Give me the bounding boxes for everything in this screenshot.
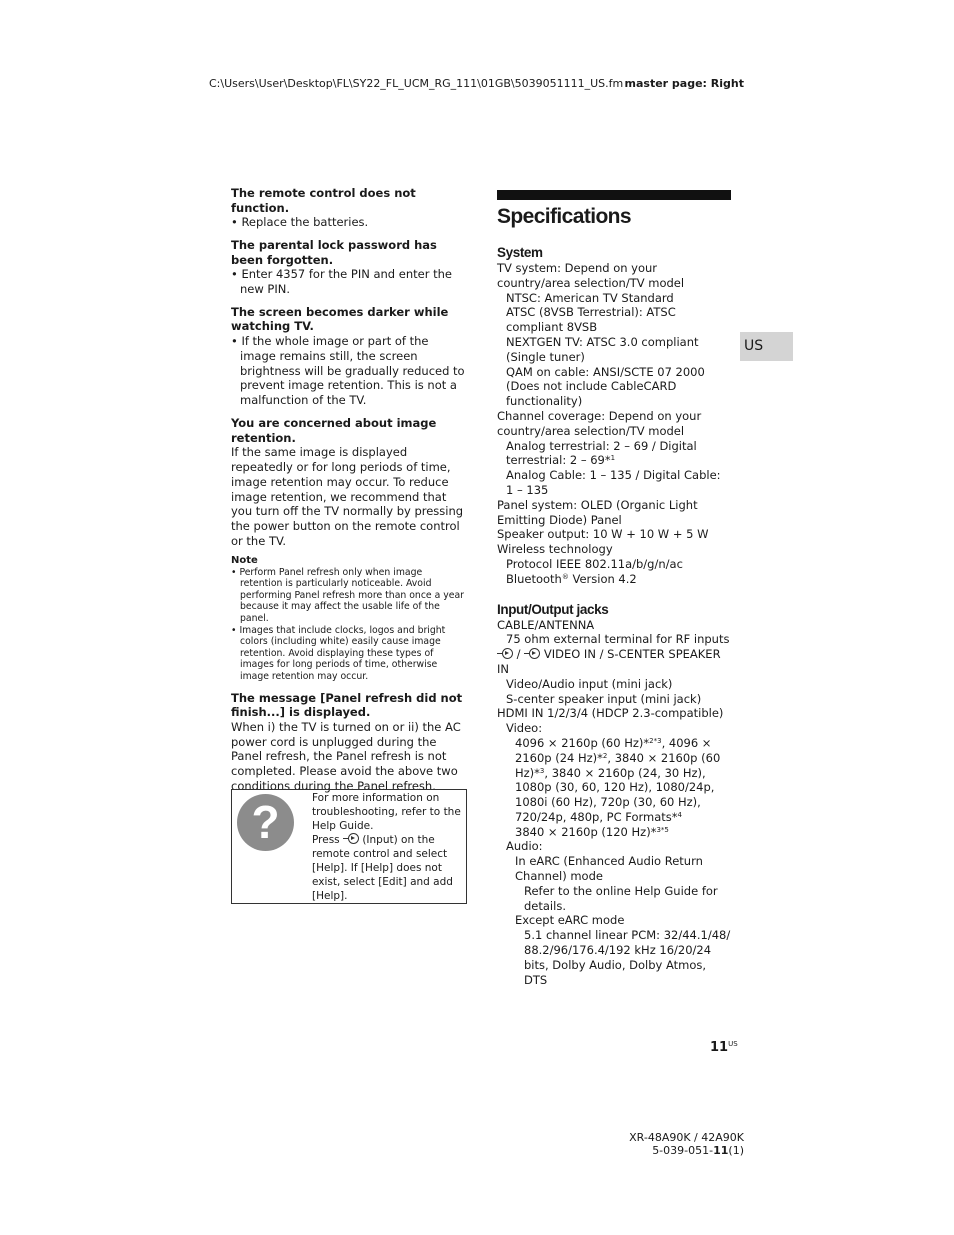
spec-audio-label: Audio: <box>506 839 543 854</box>
spec-ntsc: NTSC: American TV Standard <box>506 290 674 305</box>
document-code: 5-039-051-11(1) <box>652 1144 744 1157</box>
spec-tv-system: TV system: Depend on your country/area selection/TV model <box>497 261 685 290</box>
spec-panel-system: Panel system: OLED (Organic Light Emitting Diode) Panel <box>497 497 698 527</box>
spec-video-formats: 4096 × 2160p (60 Hz)*$^{2*3}$, 4096 × 2160p (24 Hz)*$^2$, 3840 × 2160p (60 Hz)*$^3$, 3840 × 2160p (24, 30 Hz), 1080p (30, 60, 120 Hz), 1080/24p, 1080i (60 Hz), 720p (30, 60 Hz), 720/24p, 480p, PC Formats*$^4$ <box>515 735 721 824</box>
panel-refresh-heading: The message [Panel refresh did not finish...] is displayed. <box>231 690 463 720</box>
spec-atsc: ATSC (8VSB Terrestrial): ATSC compliant 8VSB <box>506 305 676 335</box>
spec-video-120hz: 3840 × 2160p (120 Hz)*$^{3*5}$ <box>515 824 669 839</box>
parental-heading: The parental lock password has been forgotten. <box>231 237 437 267</box>
io-heading: Input/Output jacks <box>497 601 609 617</box>
help-question-icon: ? <box>237 794 294 851</box>
troubleshooting-column <box>231 186 467 794</box>
spec-bluetooth: Bluetooth® Version 4.2 <box>506 571 637 586</box>
parental-bullet: • Enter 4357 for the PIN and enter the new PIN. <box>231 267 452 296</box>
input-icon <box>343 833 359 844</box>
audio-input-icon <box>524 648 540 659</box>
spec-channel-coverage: Channel coverage: Depend on your country/area selection/TV model <box>497 408 702 438</box>
help-press: Press <box>312 834 340 846</box>
specifications-title: Specifications <box>497 205 631 228</box>
note-item: • Perform Panel refresh only when image retention is particularly noticeable. Avoid performing Panel refresh more than once a year because it may affect the usable life of the panel. <box>231 566 465 625</box>
spec-analog-terrestrial: Analog terrestrial: 2 – 69 / Digital terrestrial: 2 – 69*$^1$ <box>506 438 697 468</box>
spec-earc: In eARC (Enhanced Audio Return Channel) mode <box>515 854 703 884</box>
retention-heading: You are concerned about image retention. <box>231 415 437 445</box>
master-page-label: master page: Right <box>624 77 744 90</box>
spec-qam: QAM on cable: ANSI/SCTE 07 2000 (Does not include CableCARD functionality) <box>506 364 705 409</box>
video-input-icon <box>497 648 513 659</box>
note-heading: Note <box>231 554 258 566</box>
spec-video-label: Video: <box>506 721 543 736</box>
panel-refresh-body: When i) the TV is turned on or ii) the AC power cord is unplugged during the Panel refresh, the Panel refresh is not completed. Please avoid the above two conditions during the Panel refresh. <box>231 719 461 794</box>
remote-heading: The remote control does not function. <box>231 186 416 215</box>
spec-hdmi: HDMI IN 1/2/3/4 (HDCP 2.3-compatible) <box>497 706 724 721</box>
file-path: C:\Users\User\Desktop\FL\SY22_FL_UCM_RG_111\01GB\5039051111_US.fm <box>209 77 624 90</box>
spec-except-earc: Except eARC mode <box>515 913 625 928</box>
spec-75-ohm: 75 ohm external terminal for RF inputs <box>506 632 730 647</box>
page-number: $11^{US}$ <box>710 1040 738 1055</box>
darker-heading: The screen becomes darker while watching TV. <box>231 304 449 334</box>
spec-video-in: / VIDEO IN / S-CENTER SPEAKER IN <box>497 647 721 676</box>
spec-nextgen: NEXTGEN TV: ATSC 3.0 compliant (Single tuner) <box>506 334 699 364</box>
spec-wireless: Wireless technology <box>497 542 613 557</box>
help-guide-text <box>312 791 462 903</box>
retention-body: If the same image is displayed repeatedly or for long periods of time, image retention may occur. To reduce image retention, we recommend that you turn off the TV normally by pressing the power button on the remote control or the TV. <box>231 445 464 548</box>
section-bar <box>497 190 731 200</box>
help-text-line1: For more information on troubleshooting, refer to the Help Guide. <box>312 792 461 832</box>
spec-s-center: S-center speaker input (mini jack) <box>506 691 702 706</box>
spec-refer: Refer to the online Help Guide for details. <box>524 883 718 913</box>
help-press-rest: (Input) on the remote control and select [Help]. If [Help] does not exist, select [Edit] and add [Help]. <box>312 834 453 902</box>
spec-speaker-output: Speaker output: 10 W + 10 W + 5 W <box>497 527 709 542</box>
help-text-line2 <box>312 833 462 903</box>
spec-pcm: 5.1 channel linear PCM: 32/44.1/48/ 88.2/96/176.4/192 kHz 16/20/24 bits, Dolby Audio, Dolby Atmos, DTS <box>524 928 731 987</box>
specifications-column <box>497 190 731 987</box>
remote-bullet: • Replace the batteries. <box>231 215 369 230</box>
help-guide-box <box>231 789 467 904</box>
darker-bullet: • If the whole image or part of the image remains still, the screen brightness will be gradually reduced to prevent image retention. This is not a malfunction of the TV. <box>231 333 465 408</box>
model-number: XR-48A90K / 42A90K <box>629 1131 744 1144</box>
system-heading: System <box>497 245 543 260</box>
spec-video-audio: Video/Audio input (mini jack) <box>506 676 673 691</box>
spec-cable-antenna: CABLE/ANTENNA <box>497 617 595 632</box>
spec-analog-cable: Analog Cable: 1 – 135 / Digital Cable: 1 – 135 <box>506 468 721 497</box>
region-tab: US <box>740 332 793 361</box>
spec-protocol: Protocol IEEE 802.11a/b/g/n/ac <box>506 556 683 571</box>
note-item: • Images that include clocks, logos and bright colors (including white) easily cause image retention. Avoid displaying these types of images for long periods of time, otherwise image retention may occur. <box>231 624 446 683</box>
model-info <box>629 1131 744 1157</box>
